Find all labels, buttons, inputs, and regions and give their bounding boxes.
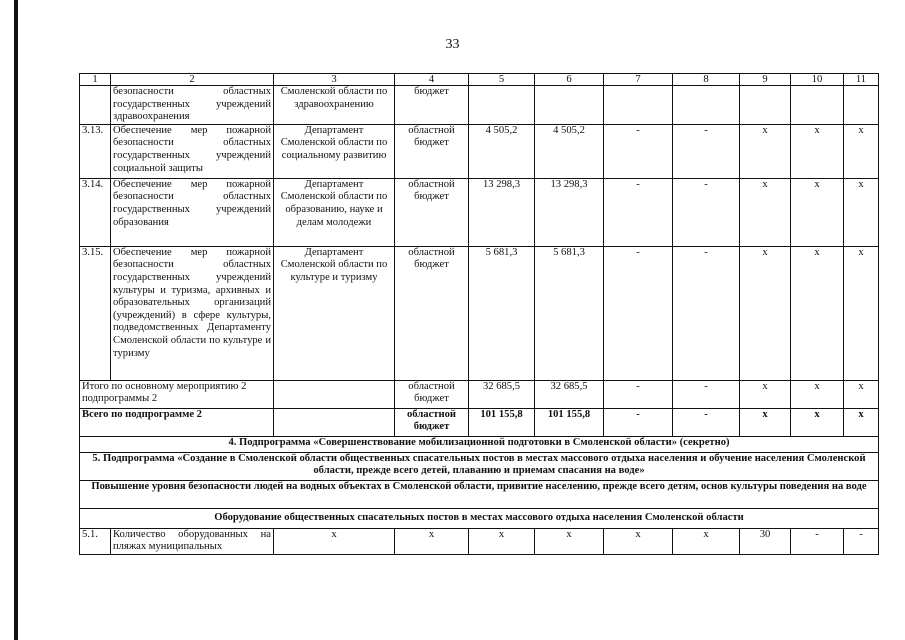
cell-year3 xyxy=(673,86,740,125)
column-header: 1 xyxy=(80,74,111,86)
cell-year2: - xyxy=(604,380,673,408)
section-row xyxy=(80,480,879,508)
cell-indicator3: х xyxy=(844,408,879,436)
cell-total xyxy=(469,86,535,125)
total-subprogram-label: Всего по подпрограмме 2 xyxy=(80,408,274,436)
table-row xyxy=(80,528,879,554)
cell-indicator3: х xyxy=(844,246,879,380)
cell-indicator2: х xyxy=(791,124,844,178)
cell-year1: 32 685,5 xyxy=(535,380,604,408)
table-row xyxy=(80,124,879,178)
funding-source: х xyxy=(395,528,469,554)
cell-indicator2: х xyxy=(791,246,844,380)
cell-indicator3: х xyxy=(844,178,879,246)
executor: Смоленской области по здравоохранению xyxy=(274,86,395,125)
column-header: 11 xyxy=(844,74,879,86)
row-number: 5.1. xyxy=(80,528,111,554)
cell-indicator1 xyxy=(740,86,791,125)
column-header: 5 xyxy=(469,74,535,86)
cell-year3: - xyxy=(673,246,740,380)
cell-indicator1: х xyxy=(740,380,791,408)
task-heading: Оборудование общественных спасательных постов в местах массового отдыха населения Смоленской области xyxy=(80,508,879,528)
subprogram-4-heading: 4. Подпрограмма «Совершенствование мобилизационной подготовки в Смоленской области» (секретно) xyxy=(80,436,879,452)
cell-year1 xyxy=(535,86,604,125)
empty-cell xyxy=(274,408,395,436)
cell-year1: х xyxy=(535,528,604,554)
cell-year1: 5 681,3 xyxy=(535,246,604,380)
funding-source: областной бюджет xyxy=(395,178,469,246)
cell-year3: - xyxy=(673,124,740,178)
cell-year1: 13 298,3 xyxy=(535,178,604,246)
cell-total: 101 155,8 xyxy=(469,408,535,436)
executor: х xyxy=(274,528,395,554)
cell-year2: - xyxy=(604,246,673,380)
funding-source: областной бюджет xyxy=(395,124,469,178)
total-event-label: Итого по основному мероприятию 2 подпрограммы 2 xyxy=(80,380,274,408)
cell-year3: - xyxy=(673,380,740,408)
subprogram-5-heading: 5. Подпрограмма «Создание в Смоленской области общественных спасательных постов в местах массового отдыха населения и обучение населения Смоленской области, прежде всего детей, плаванию и приемам спасания на воде» xyxy=(80,452,879,480)
event-name: безопасности областных государственных учреждений здравоохранения xyxy=(111,86,274,125)
cell-year1: 101 155,8 xyxy=(535,408,604,436)
cell-year3: - xyxy=(673,408,740,436)
event-name: Количество оборудованных на пляжах муниципальных xyxy=(111,528,274,554)
cell-indicator2: х xyxy=(791,380,844,408)
column-header: 6 xyxy=(535,74,604,86)
column-header: 10 xyxy=(791,74,844,86)
funding-source: областной бюджет xyxy=(395,408,469,436)
scan-edge-bar xyxy=(14,0,18,640)
column-header: 8 xyxy=(673,74,740,86)
section-row xyxy=(80,436,879,452)
column-header: 9 xyxy=(740,74,791,86)
section-row xyxy=(80,508,879,528)
column-header: 2 xyxy=(111,74,274,86)
cell-year2: - xyxy=(604,178,673,246)
cell-year2: - xyxy=(604,408,673,436)
column-header: 3 xyxy=(274,74,395,86)
table-row xyxy=(80,246,879,380)
cell-year1: 4 505,2 xyxy=(535,124,604,178)
funding-source: бюджет xyxy=(395,86,469,125)
executor: Департамент Смоленской области по культуре и туризму xyxy=(274,246,395,380)
cell-indicator3: - xyxy=(844,528,879,554)
event-name: Обеспечение мер пожарной безопасности областных государственных учреждений образования xyxy=(111,178,274,246)
empty-cell xyxy=(274,380,395,408)
cell-year2 xyxy=(604,86,673,125)
cell-indicator2: х xyxy=(791,178,844,246)
cell-year3: х xyxy=(673,528,740,554)
row-number: 3.15. xyxy=(80,246,111,380)
cell-indicator1: 30 xyxy=(740,528,791,554)
cell-indicator1: х xyxy=(740,246,791,380)
table-row xyxy=(80,178,879,246)
cell-indicator2: х xyxy=(791,408,844,436)
column-header: 7 xyxy=(604,74,673,86)
cell-total: 32 685,5 xyxy=(469,380,535,408)
cell-total: 13 298,3 xyxy=(469,178,535,246)
cell-year3: - xyxy=(673,178,740,246)
row-number: 3.14. xyxy=(80,178,111,246)
executor: Департамент Смоленской области по социальному развитию xyxy=(274,124,395,178)
page-number: 33 xyxy=(445,37,460,52)
funding-source: областной бюджет xyxy=(395,380,469,408)
executor: Департамент Смоленской области по образованию, науке и делам молодежи xyxy=(274,178,395,246)
cell-indicator3 xyxy=(844,86,879,125)
cell-year2: х xyxy=(604,528,673,554)
cell-indicator1: х xyxy=(740,408,791,436)
column-number-row xyxy=(80,74,879,86)
goal-heading: Повышение уровня безопасности людей на водных объектах в Смоленской области, привитие населению, прежде всего детям, основ культуры поведения на воде xyxy=(80,480,879,508)
cell-total: х xyxy=(469,528,535,554)
cell-total: 5 681,3 xyxy=(469,246,535,380)
cell-total: 4 505,2 xyxy=(469,124,535,178)
cell-indicator1: х xyxy=(740,124,791,178)
row-number: 3.13. xyxy=(80,124,111,178)
column-header: 4 xyxy=(395,74,469,86)
section-row xyxy=(80,452,879,480)
event-name: Обеспечение мер пожарной безопасности областных государственных учреждений культуры и туризма, архивных и образовательных организаций (учреждений) в сфере культуры, подведомственных Департаменту Смоленской области по культуре и туризму xyxy=(111,246,274,380)
cell-indicator3: х xyxy=(844,124,879,178)
cell-indicator3: х xyxy=(844,380,879,408)
funding-source: областной бюджет xyxy=(395,246,469,380)
cell-year2: - xyxy=(604,124,673,178)
cell-indicator1: х xyxy=(740,178,791,246)
cell-indicator2: - xyxy=(791,528,844,554)
total-subprogram-row xyxy=(80,408,879,436)
row-number xyxy=(80,86,111,125)
table-row xyxy=(80,86,879,125)
budget-table xyxy=(79,73,879,555)
total-event-row xyxy=(80,380,879,408)
cell-indicator2 xyxy=(791,86,844,125)
event-name: Обеспечение мер пожарной безопасности областных государственных учреждений социальной защиты xyxy=(111,124,274,178)
